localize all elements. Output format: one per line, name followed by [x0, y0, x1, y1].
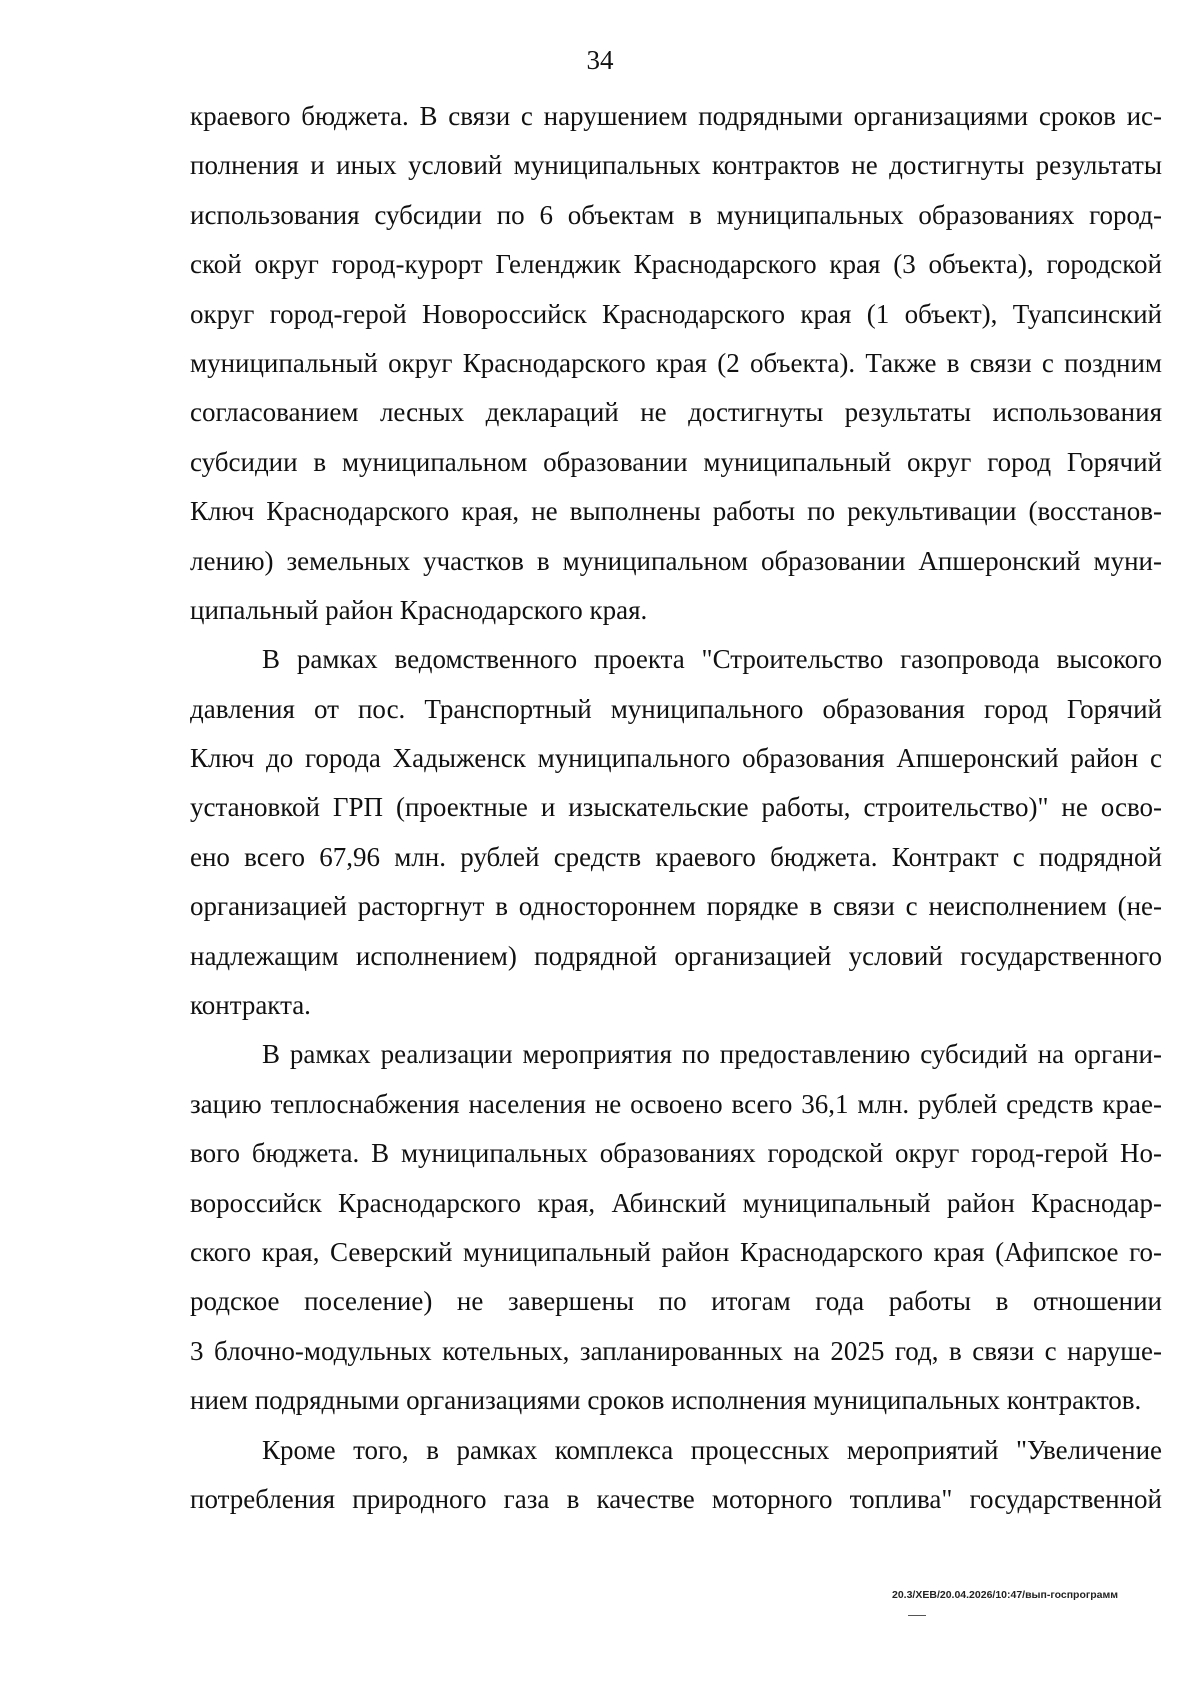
text-line: округ город-герой Новороссийск Краснодарского края (1 объект), Туапсинский: [190, 298, 1162, 329]
text-line: нием подрядными организациями сроков исполнения муниципальных контрактов.: [190, 1385, 1142, 1416]
text-line: ского края, Северский муниципальный район Краснодарского края (Афипское го-: [190, 1236, 1162, 1267]
text-line: 3 блочно-модульных котельных, запланированных на 2025 год, в связи с наруше-: [190, 1335, 1162, 1366]
text-line: субсидии в муниципальном образовании муниципальный округ город Горячий: [190, 446, 1162, 477]
text-line: ено всего 67,96 млн. рублей средств краевого бюджета. Контракт с подрядной: [190, 841, 1162, 872]
text-line: давления от пос. Транспортный муниципального образования город Горячий: [190, 693, 1162, 724]
document-registration-code: 20.3/ХЕВ/20.04.2026/10:47/вып-госпрограмм: [892, 1589, 1119, 1601]
text-line: родское поселение) не завершены по итогам года работы в отношении: [190, 1286, 1162, 1317]
text-line: краевого бюджета. В связи с нарушением подрядными организациями сроков ис-: [190, 101, 1162, 131]
text-line: использования субсидии по 6 объектам в муниципальных образованиях город-: [190, 199, 1162, 230]
body-text: [190, 92, 1162, 1524]
text-line: контракта.: [190, 990, 311, 1021]
text-line: установкой ГРП (проектные и изыскательские работы, строительство)" не осво-: [190, 792, 1162, 823]
text-line: Ключ Краснодарского края, не выполнены работы по рекультивации (восстанов-: [190, 496, 1162, 527]
text-line: лению) земельных участков в муниципальном образовании Апшеронский муни-: [190, 545, 1162, 576]
footer-divider: [908, 1615, 926, 1616]
text-line: организацией расторгнут в одностороннем порядке в связи с неисполнением (не-: [190, 891, 1162, 922]
text-line: вороссийск Краснодарского края, Абинский муниципальный район Краснодар-: [190, 1187, 1162, 1218]
text-line: Кроме того, в рамках комплекса процессных мероприятий "Увеличение: [262, 1434, 1162, 1465]
text-line: полнения и иных условий муниципальных контрактов не достигнуты результаты: [190, 150, 1162, 181]
text-line: ципальный район Краснодарского края.: [190, 594, 648, 625]
text-line: ской округ город-курорт Геленджик Краснодарского края (3 объекта), городской: [190, 249, 1162, 280]
text-line: согласованием лесных деклараций не достигнуты результаты использования: [190, 397, 1162, 428]
text-line: муниципальный округ Краснодарского края (2 объекта). Также в связи с поздним: [190, 347, 1162, 378]
text-line: надлежащим исполнением) подрядной организацией условий государственного: [190, 940, 1162, 971]
text-line: вого бюджета. В муниципальных образованиях городской округ город-герой Но-: [190, 1138, 1162, 1169]
text-line: потребления природного газа в качестве моторного топлива" государственной: [190, 1483, 1162, 1514]
text-line: Ключ до города Хадыженск муниципального образования Апшеронский район с: [190, 743, 1162, 774]
text-line: В рамках ведомственного проекта "Строительство газопровода высокого: [262, 644, 1162, 675]
text-line: В рамках реализации мероприятия по предоставлению субсидий на органи-: [262, 1039, 1162, 1070]
text-line: зацию теплоснабжения населения не освоено всего 36,1 млн. рублей средств крае-: [190, 1088, 1162, 1119]
page-number: 34: [586, 45, 614, 75]
